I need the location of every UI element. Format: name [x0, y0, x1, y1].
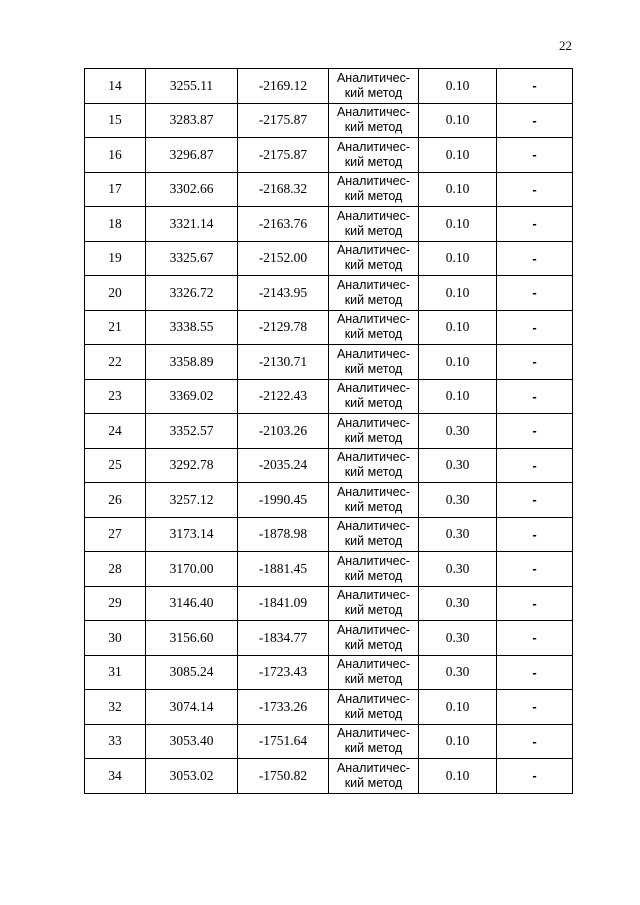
- point-number-cell: 28: [85, 552, 146, 587]
- x-coordinate-cell: 3053.40: [146, 724, 238, 759]
- page-number: 22: [559, 38, 572, 53]
- y-coordinate-cell: -1841.09: [238, 586, 329, 621]
- error-cell: 0.30: [419, 414, 497, 449]
- point-number-cell: 20: [85, 276, 146, 311]
- point-number-cell: 33: [85, 724, 146, 759]
- table-row: [85, 586, 573, 621]
- point-number-cell: 30: [85, 621, 146, 656]
- error-cell: 0.30: [419, 621, 497, 656]
- table-row: [85, 172, 573, 207]
- method-line-2: кий метод: [344, 499, 403, 514]
- method-cell: [329, 621, 419, 656]
- error-cell: 0.30: [419, 517, 497, 552]
- note-cell: -: [497, 241, 573, 276]
- table-row: [85, 690, 573, 725]
- method-line-2: кий метод: [344, 154, 403, 169]
- method-line-2: кий метод: [344, 741, 403, 756]
- method-line-2: кий метод: [344, 603, 403, 618]
- method-line-2: кий метод: [344, 85, 403, 100]
- method-line-2: кий метод: [344, 258, 403, 273]
- y-coordinate-cell: -1878.98: [238, 517, 329, 552]
- method-line-1: Аналитичес-: [336, 622, 411, 637]
- method-line-2: кий метод: [344, 327, 403, 342]
- note-cell: -: [497, 759, 573, 794]
- x-coordinate-cell: 3283.87: [146, 103, 238, 138]
- note-cell: -: [497, 552, 573, 587]
- error-cell: 0.10: [419, 724, 497, 759]
- method-line-2: кий метод: [344, 430, 403, 445]
- y-coordinate-cell: -1990.45: [238, 483, 329, 518]
- x-coordinate-cell: 3156.60: [146, 621, 238, 656]
- x-coordinate-cell: 3053.02: [146, 759, 238, 794]
- note-cell: -: [497, 172, 573, 207]
- table-row: [85, 276, 573, 311]
- x-coordinate-cell: 3352.57: [146, 414, 238, 449]
- error-cell: 0.30: [419, 483, 497, 518]
- x-coordinate-cell: 3338.55: [146, 310, 238, 345]
- x-coordinate-cell: 3146.40: [146, 586, 238, 621]
- method-line-1: Аналитичес-: [336, 346, 411, 361]
- note-cell: -: [497, 586, 573, 621]
- table-row: [85, 103, 573, 138]
- table-row: [85, 724, 573, 759]
- note-cell: -: [497, 483, 573, 518]
- y-coordinate-cell: -1751.64: [238, 724, 329, 759]
- method-line-1: Аналитичес-: [336, 760, 411, 775]
- point-number-cell: 24: [85, 414, 146, 449]
- method-line-1: Аналитичес-: [336, 519, 411, 534]
- y-coordinate-cell: -2143.95: [238, 276, 329, 311]
- note-cell: -: [497, 414, 573, 449]
- error-cell: 0.30: [419, 552, 497, 587]
- note-cell: -: [497, 690, 573, 725]
- error-cell: 0.10: [419, 379, 497, 414]
- point-number-cell: 27: [85, 517, 146, 552]
- point-number-cell: 25: [85, 448, 146, 483]
- method-line-2: кий метод: [344, 361, 403, 376]
- note-cell: -: [497, 276, 573, 311]
- method-line-2: кий метод: [344, 637, 403, 652]
- y-coordinate-cell: -1750.82: [238, 759, 329, 794]
- point-number-cell: 26: [85, 483, 146, 518]
- y-coordinate-cell: -2168.32: [238, 172, 329, 207]
- point-number-cell: 32: [85, 690, 146, 725]
- method-line-2: кий метод: [344, 775, 403, 790]
- method-line-1: Аналитичес-: [336, 70, 411, 85]
- y-coordinate-cell: -1834.77: [238, 621, 329, 656]
- method-cell: [329, 207, 419, 242]
- error-cell: 0.10: [419, 138, 497, 173]
- method-line-1: Аналитичес-: [336, 588, 411, 603]
- y-coordinate-cell: -2169.12: [238, 69, 329, 104]
- method-cell: [329, 586, 419, 621]
- method-line-1: Аналитичес-: [336, 691, 411, 706]
- note-cell: -: [497, 621, 573, 656]
- y-coordinate-cell: -2103.26: [238, 414, 329, 449]
- note-cell: -: [497, 655, 573, 690]
- method-line-1: Аналитичес-: [336, 450, 411, 465]
- x-coordinate-cell: 3321.14: [146, 207, 238, 242]
- y-coordinate-cell: -2122.43: [238, 379, 329, 414]
- method-cell: [329, 138, 419, 173]
- method-cell: [329, 552, 419, 587]
- method-cell: [329, 690, 419, 725]
- method-cell: [329, 483, 419, 518]
- table-row: [85, 759, 573, 794]
- method-line-2: кий метод: [344, 706, 403, 721]
- point-number-cell: 29: [85, 586, 146, 621]
- x-coordinate-cell: 3170.00: [146, 552, 238, 587]
- table-row: [85, 345, 573, 380]
- method-cell: [329, 345, 419, 380]
- point-number-cell: 15: [85, 103, 146, 138]
- note-cell: -: [497, 138, 573, 173]
- x-coordinate-cell: 3085.24: [146, 655, 238, 690]
- point-number-cell: 18: [85, 207, 146, 242]
- x-coordinate-cell: 3292.78: [146, 448, 238, 483]
- x-coordinate-cell: 3369.02: [146, 379, 238, 414]
- method-line-2: кий метод: [344, 568, 403, 583]
- error-cell: 0.10: [419, 241, 497, 276]
- method-line-1: Аналитичес-: [336, 174, 411, 189]
- error-cell: 0.30: [419, 448, 497, 483]
- method-line-2: кий метод: [344, 465, 403, 480]
- x-coordinate-cell: 3358.89: [146, 345, 238, 380]
- method-line-1: Аналитичес-: [336, 657, 411, 672]
- table-row: [85, 241, 573, 276]
- point-number-cell: 23: [85, 379, 146, 414]
- error-cell: 0.30: [419, 655, 497, 690]
- x-coordinate-cell: 3257.12: [146, 483, 238, 518]
- x-coordinate-cell: 3173.14: [146, 517, 238, 552]
- table-row: [85, 621, 573, 656]
- y-coordinate-cell: -2175.87: [238, 138, 329, 173]
- method-cell: [329, 379, 419, 414]
- method-line-1: Аналитичес-: [336, 553, 411, 568]
- coordinates-table: [84, 68, 573, 794]
- method-line-1: Аналитичес-: [336, 312, 411, 327]
- note-cell: -: [497, 207, 573, 242]
- table-row: [85, 552, 573, 587]
- table-row: [85, 517, 573, 552]
- note-cell: -: [497, 724, 573, 759]
- method-line-1: Аналитичес-: [336, 415, 411, 430]
- error-cell: 0.10: [419, 345, 497, 380]
- point-number-cell: 34: [85, 759, 146, 794]
- point-number-cell: 14: [85, 69, 146, 104]
- x-coordinate-cell: 3325.67: [146, 241, 238, 276]
- y-coordinate-cell: -2175.87: [238, 103, 329, 138]
- method-line-2: кий метод: [344, 189, 403, 204]
- method-cell: [329, 172, 419, 207]
- method-cell: [329, 724, 419, 759]
- error-cell: 0.30: [419, 586, 497, 621]
- method-line-2: кий метод: [344, 534, 403, 549]
- method-cell: [329, 759, 419, 794]
- method-line-1: Аналитичес-: [336, 381, 411, 396]
- method-cell: [329, 310, 419, 345]
- method-cell: [329, 69, 419, 104]
- y-coordinate-cell: -2035.24: [238, 448, 329, 483]
- method-line-1: Аналитичес-: [336, 243, 411, 258]
- method-line-1: Аналитичес-: [336, 105, 411, 120]
- point-number-cell: 16: [85, 138, 146, 173]
- table-row: [85, 379, 573, 414]
- method-cell: [329, 655, 419, 690]
- error-cell: 0.10: [419, 103, 497, 138]
- error-cell: 0.10: [419, 310, 497, 345]
- point-number-cell: 31: [85, 655, 146, 690]
- method-line-1: Аналитичес-: [336, 726, 411, 741]
- x-coordinate-cell: 3302.66: [146, 172, 238, 207]
- note-cell: -: [497, 448, 573, 483]
- error-cell: 0.10: [419, 207, 497, 242]
- table-row: [85, 655, 573, 690]
- note-cell: -: [497, 103, 573, 138]
- y-coordinate-cell: -1723.43: [238, 655, 329, 690]
- method-line-2: кий метод: [344, 672, 403, 687]
- method-line-2: кий метод: [344, 120, 403, 135]
- note-cell: -: [497, 517, 573, 552]
- point-number-cell: 22: [85, 345, 146, 380]
- table-row: [85, 414, 573, 449]
- method-line-2: кий метод: [344, 292, 403, 307]
- method-line-1: Аналитичес-: [336, 277, 411, 292]
- y-coordinate-cell: -2152.00: [238, 241, 329, 276]
- method-cell: [329, 517, 419, 552]
- point-number-cell: 21: [85, 310, 146, 345]
- table-body: [85, 69, 573, 794]
- error-cell: 0.10: [419, 276, 497, 311]
- y-coordinate-cell: -1881.45: [238, 552, 329, 587]
- error-cell: 0.10: [419, 690, 497, 725]
- error-cell: 0.10: [419, 69, 497, 104]
- table-row: [85, 310, 573, 345]
- x-coordinate-cell: 3255.11: [146, 69, 238, 104]
- table-row: [85, 483, 573, 518]
- x-coordinate-cell: 3074.14: [146, 690, 238, 725]
- method-line-1: Аналитичес-: [336, 208, 411, 223]
- method-cell: [329, 276, 419, 311]
- y-coordinate-cell: -2130.71: [238, 345, 329, 380]
- method-cell: [329, 448, 419, 483]
- note-cell: -: [497, 345, 573, 380]
- point-number-cell: 17: [85, 172, 146, 207]
- note-cell: -: [497, 379, 573, 414]
- note-cell: -: [497, 69, 573, 104]
- error-cell: 0.10: [419, 172, 497, 207]
- method-line-1: Аналитичес-: [336, 484, 411, 499]
- table-row: [85, 69, 573, 104]
- note-cell: -: [497, 310, 573, 345]
- table-row: [85, 448, 573, 483]
- method-cell: [329, 414, 419, 449]
- method-line-2: кий метод: [344, 396, 403, 411]
- x-coordinate-cell: 3326.72: [146, 276, 238, 311]
- point-number-cell: 19: [85, 241, 146, 276]
- method-cell: [329, 103, 419, 138]
- y-coordinate-cell: -2129.78: [238, 310, 329, 345]
- x-coordinate-cell: 3296.87: [146, 138, 238, 173]
- method-cell: [329, 241, 419, 276]
- method-line-1: Аналитичес-: [336, 139, 411, 154]
- y-coordinate-cell: -2163.76: [238, 207, 329, 242]
- error-cell: 0.10: [419, 759, 497, 794]
- method-line-2: кий метод: [344, 223, 403, 238]
- table-row: [85, 138, 573, 173]
- y-coordinate-cell: -1733.26: [238, 690, 329, 725]
- table-row: [85, 207, 573, 242]
